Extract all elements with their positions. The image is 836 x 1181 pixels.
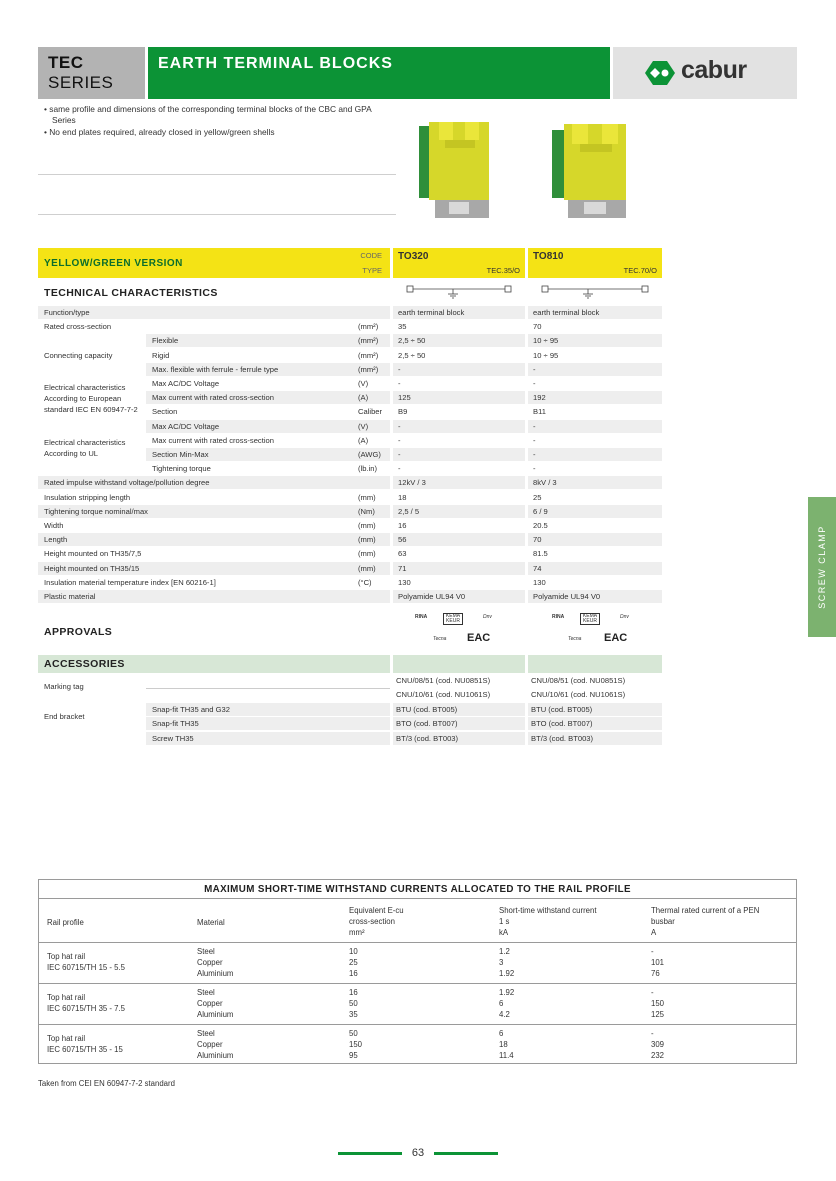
divider [39,1024,796,1025]
col-header-material: Material [197,918,225,927]
short-time-table-title: MAXIMUM SHORT-TIME WITHSTAND CURRENTS ALLOCATED TO THE RAIL PROFILE [204,884,631,895]
eac-mark-icon: EAC [604,632,628,644]
footnote: Taken from CEI EN 60947-7-2 standard [38,1079,175,1088]
row-sublabel: Max current with rated cross-section [152,435,274,445]
row-unit: (mm) [358,492,376,502]
rail-line: IEC 60715/TH 15 - 5.5 [47,963,126,972]
value-to320: 18 [398,492,407,502]
col-equiv [349,987,358,1020]
cell-thermal: 150 [651,999,665,1008]
value-to810: 8kV / 3 [533,478,557,488]
accessory-to810: BTU (cod. BT005) [531,704,593,714]
value-to810: 25 [533,492,542,502]
technical-characteristics-title: TECHNICAL CHARACTERISTICS [44,287,218,299]
cell-thermal: - [651,1029,654,1038]
cell-materials: Steel [197,1029,215,1038]
cell-equiv: 16 [349,988,358,997]
cell-equiv: 35 [349,1010,358,1019]
series-name: TEC [48,53,84,72]
row-label: Tightening torque nominal/max [44,506,148,516]
value-to320: 130 [398,577,411,587]
value-to320: Polyamide UL94 V0 [398,592,466,601]
value-to320: 2,5 / 5 [398,506,420,516]
value-to810: 10 ÷ 95 [533,336,559,346]
accessory-to810: BTO (cod. BT007) [531,719,593,729]
row-sublabel: Max. flexible with ferrule - ferrule type [152,364,279,374]
row-unit: (mm) [358,549,376,559]
row-sublabel: Rigid [152,350,170,360]
rail-line: IEC 60715/TH 35 - 15 [47,1045,123,1054]
value-to810: 10 ÷ 95 [533,350,559,360]
row-sublabel: Section [152,407,178,417]
cell-equiv: 10 [349,947,358,956]
cell-thermal: 125 [651,1010,665,1019]
feature-item: • No end plates required, already closed in yellow/green shells [44,127,275,137]
col-materials [197,1028,233,1061]
row-label: Insulation stripping length [44,492,131,502]
cell-materials: Aluminium [197,1051,234,1060]
rail-line: IEC 60715/TH 35 - 7.5 [47,1004,126,1013]
divider [39,983,796,984]
col-header-thermal: Thermal rated current of a PEN busbar A [651,906,760,937]
product-code: TO810 [533,251,564,262]
version-label: YELLOW/GREEN VERSION [44,258,183,269]
spec-row [38,562,662,575]
product-type: TEC.35/O [486,266,520,275]
kema-mark-icon: KEMA KEUR [443,613,463,625]
col-thermal [651,1028,664,1061]
accessory-row [38,674,662,687]
row-unit: (A) [358,435,369,445]
cell-short: 1.92 [499,988,515,997]
col-equiv [349,1028,362,1061]
rail-line: Top hat rail [47,952,86,961]
short-time-currents-table [38,879,797,1064]
row-unit: (A) [358,393,369,403]
cell-short: 18 [499,1040,508,1049]
row-unit: (mm²) [358,364,379,374]
accessory-to320: CNU/10/61 (cod. NU1061S) [396,690,491,700]
divider [38,174,396,175]
series-label [38,47,145,99]
value-to810: - [533,364,536,374]
value-to320: 2,5 ÷ 50 [398,350,426,360]
divider [39,898,796,899]
accessories-title: ACCESSORIES [44,658,125,670]
cell-thermal: 309 [651,1040,665,1049]
section-side-tab [808,497,836,637]
row-unit: (mm) [358,521,376,530]
col-short [499,987,514,1020]
col-thermal [651,987,664,1020]
accessory-to810: BT/3 (cod. BT003) [531,733,594,743]
product-type: TEC.70/O [623,266,657,275]
value-to320: - [398,421,401,431]
accessory-to320: BTO (cod. BT007) [396,719,458,729]
type-label: TYPE [362,266,382,275]
row-sublabel: Max current with rated cross-section [152,393,274,403]
accessory-to320: BTU (cod. BT005) [396,704,458,714]
cell-equiv: 95 [349,1051,358,1060]
cell-thermal: - [651,988,654,997]
group-label [44,382,150,415]
value-to320: B9 [398,407,408,417]
accessory-row [38,717,662,730]
page-number: 63 [411,1147,425,1159]
row-unit: Caliber [358,407,383,417]
value-to810: 192 [533,393,546,403]
value-to320: earth terminal block [398,308,465,317]
spec-row [38,476,662,489]
terminal-block-image-to320 [415,120,495,220]
row-label: Width [44,521,64,530]
row-unit: (mm²) [358,336,379,346]
value-to810: - [533,421,536,431]
cell-materials: Aluminium [197,1010,234,1019]
cabur-logo-icon [643,59,677,87]
rina-mark-icon: RINA [415,614,428,620]
value-to810: 70 [533,322,542,332]
page-title-bar [148,47,610,99]
row-unit: (mm²) [358,350,379,360]
accessory-row [38,703,662,716]
spec-row [38,547,662,560]
value-to810: - [533,379,536,388]
cell-thermal: - [651,947,654,956]
row-label: Insulation material temperature index [EN 60216-1] [44,577,216,587]
rail-line: Top hat rail [47,993,86,1002]
row-unit: (V) [358,379,369,388]
cell-short: 3 [499,958,504,967]
accessory-sublabel: Snap-fit TH35 [152,719,199,729]
cell-short: 1.2 [499,947,510,956]
value-to810: - [533,464,536,474]
row-sublabel: Max AC/DC Voltage [152,379,220,388]
row-label: Plastic material [44,592,96,601]
row-unit: (lb.in) [358,464,377,474]
cell-short: 1.92 [499,969,515,978]
value-to810: 74 [533,563,542,573]
logo-wordmark: cabur [681,56,747,84]
row-label: Height mounted on TH35/15 [44,563,140,573]
accessory-row [38,688,662,701]
row-label: Height mounted on TH35/7,5 [44,549,142,559]
col-short [499,1028,514,1061]
feature-item: • same profile and dimensions of the corresponding terminal blocks of the CBC and GPA Series [44,104,372,125]
accessories-header-cell [393,655,525,673]
accessory-to810: CNU/10/61 (cod. NU1061S) [531,690,626,700]
code-label: CODE [360,251,382,260]
value-to320: - [398,364,401,374]
eac-mark-icon: EAC [467,632,491,644]
spec-row [38,320,662,333]
row-sublabel: Section Min-Max [152,450,209,459]
value-to320: - [398,435,401,445]
cell-materials: Aluminium [197,969,234,978]
value-to810: Polyamide UL94 V0 [533,592,601,601]
value-to320: 71 [398,563,407,573]
col-materials [197,987,233,1020]
accessories-header-cell [528,655,662,673]
rail-profile [47,951,125,973]
group-label-line: Electrical characteristics [44,382,126,392]
page-number-rule [434,1152,498,1155]
version-header [38,248,390,278]
value-to320: - [398,379,401,388]
value-to320: 63 [398,549,407,559]
spec-row [38,533,662,546]
cell-equiv: 150 [349,1040,363,1049]
tecna-mark-icon: Tecna [568,636,582,642]
cell-materials: Steel [197,988,215,997]
group-label [44,350,150,361]
cell-equiv: 50 [349,999,358,1008]
side-tab-label: SCREW CLAMP [817,525,827,609]
row-unit: (mm) [358,563,376,573]
cell-equiv: 25 [349,958,358,967]
earth-terminal-symbol-icon [528,281,662,301]
spec-row [38,590,662,603]
kema-mark-icon: KEMA KEUR [580,613,600,625]
approval-marks-to810 [528,610,662,651]
col-materials [197,946,233,979]
cell-equiv: 50 [349,1029,358,1038]
col-short [499,946,514,979]
cell-thermal: 76 [651,969,660,978]
cell-thermal: 232 [651,1051,665,1060]
brand-logo [613,47,797,99]
row-sublabel: Max AC/DC Voltage [152,421,220,431]
accessory-group-label: End bracket [44,712,85,722]
rail-profile [47,992,125,1014]
cell-short: 6 [499,999,504,1008]
product-code: TO320 [398,251,429,262]
dnv-mark-icon: Dnv [620,614,629,620]
row-unit: (Nm) [358,506,375,516]
value-to320: - [398,450,401,459]
approval-marks-to320 [393,610,525,651]
divider [146,688,390,689]
page-title: EARTH TERMINAL BLOCKS [158,55,393,72]
page-number-rule [338,1152,402,1155]
cell-materials: Copper [197,1040,223,1049]
accessory-to810: CNU/08/51 (cod. NU0851S) [531,676,626,685]
product-header-to810 [528,248,662,278]
row-unit: (°C) [358,577,372,587]
row-unit: (AWG) [358,450,381,459]
spec-row [38,306,662,319]
divider [39,942,796,943]
rina-mark-icon: RINA [552,614,565,620]
cell-short: 6 [499,1029,504,1038]
row-label: Rated cross-section [44,322,112,332]
cell-thermal: 101 [651,958,665,967]
product-header-to320 [393,248,525,278]
row-label: Length [44,535,68,545]
value-to810: 130 [533,577,546,587]
value-to810: earth terminal block [533,308,600,317]
row-unit: (mm) [358,535,376,545]
value-to810: B11 [533,407,546,417]
value-to320: 16 [398,521,407,530]
accessory-to320: CNU/08/51 (cod. NU0851S) [396,676,491,685]
value-to810: 6 / 9 [533,506,548,516]
accessory-row [38,732,662,745]
approvals-title: APPROVALS [44,626,113,638]
value-to810: - [533,450,536,459]
value-to320: - [398,464,401,474]
value-to320: 56 [398,535,407,545]
group-label-line: Electrical characteristics [44,438,126,447]
spec-row [38,505,662,518]
value-to810: 20.5 [533,521,548,530]
spec-row [38,519,662,532]
group-label-line: According to European [44,393,122,403]
row-sublabel: Flexible [152,336,179,346]
col-header-rail: Rail profile [47,918,84,927]
cell-materials: Copper [197,999,223,1008]
cell-equiv: 16 [349,969,358,978]
col-equiv [349,946,358,979]
accessories-header [38,655,390,673]
cell-short: 11.4 [499,1051,514,1060]
accessory-to320: BT/3 (cod. BT003) [396,733,459,743]
accessory-sublabel: Screw TH35 [152,733,194,743]
row-label: Function/type [44,308,90,317]
value-to320: 125 [398,393,411,403]
cell-short: 4.2 [499,1010,510,1019]
rail-profile [47,1033,123,1055]
group-label [44,437,150,459]
value-to810: 70 [533,535,542,545]
accessory-group-label: Marking tag [44,682,84,691]
series-word: SERIES [48,73,114,92]
cell-materials: Copper [197,958,223,967]
terminal-block-image-to810 [550,120,630,220]
cell-materials: Steel [197,947,215,956]
group-label-line: According to UL [44,449,99,458]
value-to810: - [533,435,536,445]
value-to320: 35 [398,322,407,332]
feature-list [44,104,389,139]
rail-line: Top hat rail [47,1034,86,1043]
dnv-mark-icon: Dnv [483,614,492,620]
row-sublabel: Tightening torque [152,464,211,474]
value-to810: 81.5 [533,549,548,559]
value-to320: 2,5 ÷ 50 [398,336,426,346]
col-header-short-time: Short-time withstand current 1 s kA [499,906,597,937]
accessory-sublabel: Snap-fit TH35 and G32 [152,704,230,714]
value-to320: 12kV / 3 [398,478,426,488]
tecna-mark-icon: Tecna [433,636,447,642]
col-thermal [651,946,664,979]
spec-row [38,576,662,589]
group-label-line: standard IEC EN 60947-7-2 [44,404,138,414]
col-header-equiv: Equivalent E-cu cross-section mm² [349,906,404,937]
row-unit: (mm²) [358,322,379,332]
divider [38,214,396,215]
spec-row [38,491,662,504]
row-unit: (V) [358,421,369,431]
group-label-line: Connecting capacity [44,351,113,361]
earth-terminal-symbol-icon [393,281,525,301]
row-label: Rated impulse withstand voltage/pollution degree [44,478,210,488]
